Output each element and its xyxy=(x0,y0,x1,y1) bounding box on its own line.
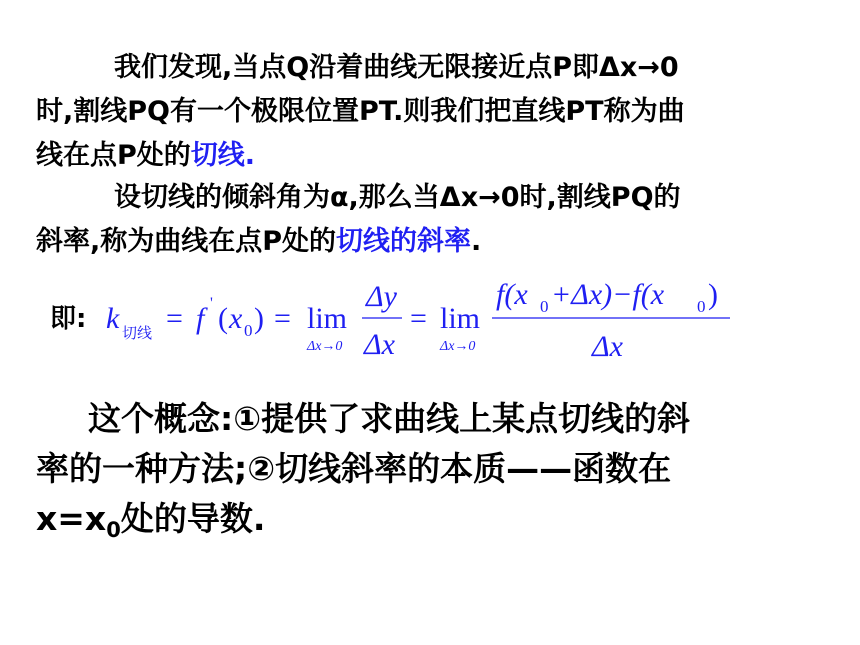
formula-frac2-numerator-a: f(x xyxy=(496,278,528,311)
paragraph-tangent-definition xyxy=(36,46,836,178)
formula-x: x xyxy=(229,302,243,335)
paragraph2-line2 xyxy=(36,220,836,264)
paragraph1-line3-text: 线在点P处的 xyxy=(36,140,191,171)
formula-frac1-numerator: Δy xyxy=(366,280,397,313)
formula-label: 即: xyxy=(50,304,87,334)
paragraph2-line2-text: 斜率,称为曲线在点P处的 xyxy=(36,226,337,257)
formula-paren-open: ( xyxy=(218,302,228,335)
paragraph3-line3 xyxy=(36,494,836,555)
formula-equals-1: = xyxy=(166,302,183,335)
formula-lim-2: lim xyxy=(440,302,481,335)
formula-x-subscript: 0 xyxy=(244,321,253,340)
derivative-formula xyxy=(104,270,754,370)
paragraph3-line3-subscript: 0 xyxy=(106,518,121,542)
paragraph3-line3-rest: 处的导数. xyxy=(120,499,266,538)
paragraph1-line1: 我们发现,当点Q沿着曲线无限接近点P即Δx→0 xyxy=(114,52,679,83)
paragraph2-line2-period: . xyxy=(471,226,482,257)
paragraph-concept-significance xyxy=(36,394,836,555)
formula-prime: ' xyxy=(210,295,213,312)
formula-lim-2-under: Δx→0 xyxy=(440,339,476,354)
paragraph1-line2: 时,割线PQ有一个极限位置PT.则我们把直线PT称为曲 xyxy=(36,96,685,127)
formula-paren-close: ) xyxy=(254,302,264,335)
paragraph3-line3-x: x=x xyxy=(36,499,107,538)
formula-frac2-numerator-b: +Δx)−f(x xyxy=(551,278,665,311)
formula-equals-3: = xyxy=(410,302,427,335)
tangent-term-highlight: 切线. xyxy=(190,140,256,171)
tangent-slope-highlight: 切线的斜率 xyxy=(336,226,472,257)
formula-frac1-denominator: Δx xyxy=(364,328,395,361)
formula-frac2-numerator-a-subscript: 0 xyxy=(540,297,549,316)
formula-f: f xyxy=(196,302,205,335)
formula-k: k xyxy=(106,302,120,335)
paragraph3-line2: 率的一种方法;②切线斜率的本质——函数在 xyxy=(36,449,672,488)
formula-lim-1: lim xyxy=(307,302,348,335)
paragraph2-line1: 设切线的倾斜角为α,那么当Δx→0时,割线PQ的 xyxy=(114,182,681,213)
paragraph3-line1: 这个概念:①提供了求曲线上某点切线的斜 xyxy=(88,399,691,438)
formula-equals-2: = xyxy=(274,302,291,335)
paragraph-tangent-slope xyxy=(36,176,836,264)
paragraph1-line3 xyxy=(36,134,836,178)
formula-lim-1-under: Δx→0 xyxy=(307,339,343,354)
formula-frac2-numerator-c: ) xyxy=(708,278,718,311)
formula-frac2-numerator-b-subscript: 0 xyxy=(697,297,706,316)
formula-frac2-denominator: Δx xyxy=(592,330,623,363)
formula-k-subscript: 切线 xyxy=(122,326,153,342)
